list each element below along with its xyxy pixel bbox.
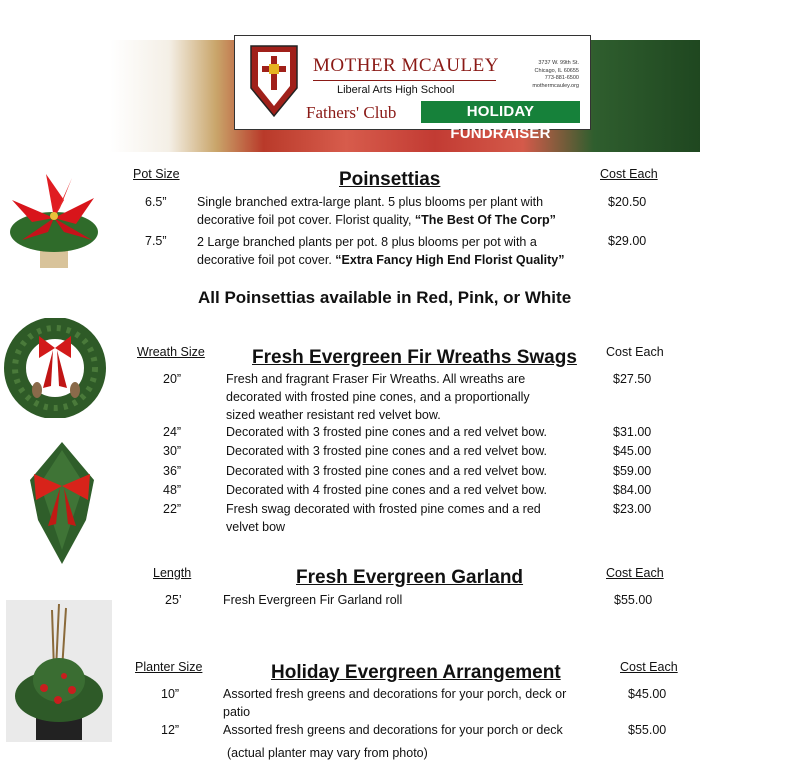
desc-line: decorated with frosted pine cones, and a proportionally bbox=[226, 390, 530, 404]
school-crest-icon bbox=[249, 44, 299, 118]
arrangement-cost-header: Cost Each bbox=[620, 660, 678, 674]
school-name: MOTHER MCAULEY bbox=[313, 55, 499, 76]
wreath-price: $27.50 bbox=[613, 372, 652, 386]
wreath-photo bbox=[3, 318, 107, 418]
planter-size: 12” bbox=[161, 723, 180, 737]
wreath-price: $59.00 bbox=[613, 464, 652, 478]
poinsettia-size: 7.5” bbox=[145, 234, 167, 248]
school-subtitle: Liberal Arts High School bbox=[337, 84, 455, 96]
wreath-desc: Decorated with 3 frosted pine cones and a red velvet bow. bbox=[226, 425, 548, 439]
desc-text: decorative foil pot cover. bbox=[197, 253, 336, 267]
desc-line: sized weather resistant red velvet bow. bbox=[226, 408, 441, 422]
arrangement-desc bbox=[223, 685, 566, 721]
planter-size-header: Planter Size bbox=[135, 660, 203, 674]
wreath-desc: Decorated with 4 frosted pine cones and a red velvet bow. bbox=[226, 483, 548, 497]
wreath-desc bbox=[226, 370, 530, 424]
wreath-desc bbox=[226, 500, 541, 536]
wreath-size: 22” bbox=[163, 502, 182, 516]
wreath-size: 20” bbox=[163, 372, 182, 386]
garland-title: Fresh Evergreen Garland bbox=[296, 567, 524, 588]
poinsettia-photo bbox=[2, 170, 106, 270]
wreath-size: 30” bbox=[163, 444, 182, 458]
length-header: Length bbox=[153, 566, 192, 580]
arrangement-price: $45.00 bbox=[628, 687, 667, 701]
wreath-price: $31.00 bbox=[613, 425, 652, 439]
pot-size-header: Pot Size bbox=[133, 167, 180, 181]
divider bbox=[313, 80, 496, 81]
poinsettia-size: 6.5” bbox=[145, 195, 167, 209]
wreaths-title: Fresh Evergreen Fir Wreaths Swags bbox=[252, 347, 577, 368]
wreath-size: 48” bbox=[163, 483, 182, 497]
address-line: Chicago, IL 60655 bbox=[534, 67, 579, 74]
wreath-desc: Decorated with 3 frosted pine cones and a red velvet bow. bbox=[226, 464, 548, 478]
poinsettia-color-note: All Poinsettias available in Red, Pink, or White bbox=[198, 288, 572, 307]
desc-line: Assorted fresh greens and decorations for your porch, deck or bbox=[223, 687, 567, 701]
desc-line: Fresh swag decorated with frosted pine comes and a red bbox=[226, 502, 541, 516]
wreath-size-header: Wreath Size bbox=[137, 345, 205, 359]
desc-line bbox=[197, 211, 556, 229]
garland-price: $55.00 bbox=[614, 593, 653, 607]
address-line: mothermcauley.org bbox=[532, 82, 579, 89]
poinsettia-price: $20.50 bbox=[608, 195, 647, 209]
wreath-price: $23.00 bbox=[613, 502, 652, 516]
wreath-price: $45.00 bbox=[613, 444, 652, 458]
desc-line: patio bbox=[223, 705, 251, 719]
desc-text: decorative foil pot cover. Florist quality, bbox=[197, 213, 415, 227]
fundraiser-label: HOLIDAY FUNDRAISER bbox=[421, 101, 580, 123]
poinsettias-cost-header: Cost Each bbox=[600, 167, 658, 181]
wreaths-cost-header: Cost Each bbox=[606, 345, 664, 359]
garland-cost-header: Cost Each bbox=[606, 566, 664, 580]
desc-line bbox=[197, 251, 565, 269]
garland-desc: Fresh Evergreen Fir Garland roll bbox=[223, 593, 403, 607]
desc-quote: “Extra Fancy High End Florist Quality” bbox=[335, 253, 565, 267]
desc-quote: “The Best Of The Corp” bbox=[414, 213, 556, 227]
poinsettia-desc bbox=[197, 233, 565, 269]
desc-line: 2 Large branched plants per pot. 8 plus blooms per pot with a bbox=[197, 235, 537, 249]
arrangement-desc: Assorted fresh greens and decorations for your porch or deck bbox=[223, 723, 563, 737]
address-line: 3737 W. 99th St. bbox=[538, 60, 579, 66]
arrangement-title: Holiday Evergreen Arrangement bbox=[271, 662, 561, 683]
address-line: 773-881-6500 bbox=[544, 75, 579, 81]
wreath-size: 36” bbox=[163, 464, 182, 478]
arrangement-photo bbox=[6, 600, 112, 742]
wreath-desc: Decorated with 3 frosted pine cones and a red velvet bow. bbox=[226, 444, 548, 458]
school-address bbox=[513, 60, 579, 90]
poinsettias-title: Poinsettias bbox=[339, 169, 441, 190]
garland-length: 25’ bbox=[165, 593, 182, 607]
planter-note: (actual planter may vary from photo) bbox=[227, 746, 428, 760]
planter-size: 10” bbox=[161, 687, 180, 701]
arrangement-price: $55.00 bbox=[628, 723, 667, 737]
poinsettia-desc bbox=[197, 193, 556, 229]
poinsettia-price: $29.00 bbox=[608, 234, 647, 248]
wreath-price: $84.00 bbox=[613, 483, 652, 497]
desc-line: velvet bow bbox=[226, 520, 286, 534]
swag-photo bbox=[24, 440, 100, 566]
desc-line: Single branched extra-large plant. 5 plus blooms per plant with bbox=[197, 195, 544, 209]
wreath-size: 24” bbox=[163, 425, 182, 439]
desc-line: Fresh and fragrant Fraser Fir Wreaths. All wreaths are bbox=[226, 372, 526, 386]
club-name: Fathers' Club bbox=[306, 103, 397, 122]
